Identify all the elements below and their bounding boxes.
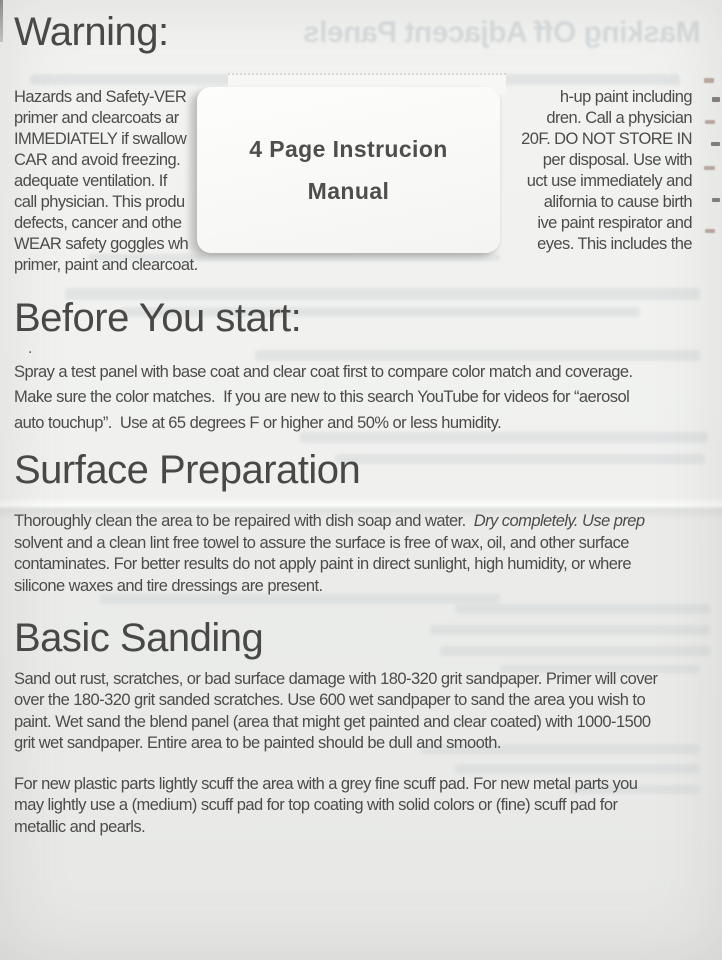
instruction-manual-sticker (197, 87, 500, 253)
warning-heading: Warning: (14, 10, 169, 54)
edge-ink-mark (711, 142, 720, 146)
before-you-start-heading: Before You start: (14, 296, 302, 340)
paragraph-line: grit wet sandpaper. Entire area to be painted should be dull and smooth. (14, 734, 501, 753)
paragraph-line: auto touchup”. Use at 65 degrees F or higher and 50% or less humidity. (14, 413, 502, 432)
bleedthrough-reverse-heading: Masking Off Adjacent Panels (303, 16, 701, 49)
basic-sanding-heading: Basic Sanding (14, 616, 264, 660)
warning-line-right: per disposal. Use with (542, 151, 692, 169)
paragraph-line: Sand out rust, scratches, or bad surface damage with 180-320 grit sandpaper. Primer will cover (14, 670, 658, 688)
warning-line-right: uct use immediately and (526, 172, 692, 190)
warning-line-left: defects, cancer and othe (14, 214, 182, 232)
paragraph-line (14, 576, 645, 598)
edge-ink-mark (705, 120, 715, 124)
bleedthrough-artifact (335, 454, 705, 464)
line-italic-text: Dry completely. Use prep (473, 512, 645, 530)
edge-ink-mark (712, 198, 720, 202)
surface-preparation-heading: Surface Preparation (14, 448, 361, 492)
line-normal-text: contaminates. For better results do not apply paint in direct sunlight, high humidity, or where (14, 555, 631, 574)
edge-ink-mark (704, 166, 715, 170)
line-normal-text: solvent and a clean lint free towel to assure the surface is free of wax, oil, and other surface (14, 533, 629, 552)
paragraph-line: metallic and pearls. (14, 817, 146, 836)
basic-sanding-paragraph-2 (14, 774, 637, 838)
warning-line-left: adequate ventilation. If (14, 172, 167, 190)
warning-line-right: dren. Call a physician (546, 109, 692, 127)
bleedthrough-artifact (430, 625, 710, 635)
warning-line-left: IMMEDIATELY if swallow (14, 130, 187, 148)
sticker-text-line2: Manual (307, 177, 390, 204)
paragraph-line (14, 554, 645, 576)
paragraph-line (14, 511, 645, 533)
surface-preparation-paragraph (14, 511, 645, 597)
warning-line-left: Hazards and Safety-VER (14, 88, 187, 106)
before-you-start-paragraph (14, 360, 633, 436)
paragraph-line: Spray a test panel with base coat and clear coat first to compare color match and coverage. (14, 363, 633, 381)
basic-sanding-paragraph-1 (14, 669, 658, 755)
paragraph-line (14, 533, 645, 555)
paragraph-line: over the 180-320 grit sanded scratches. Use 600 wet sandpaper to sand the area you wish to (14, 691, 646, 710)
warning-line-right: h-up paint including (559, 88, 692, 106)
warning-line-right: ive paint respirator and (537, 214, 692, 232)
bleedthrough-artifact (455, 604, 710, 614)
edge-ink-mark (712, 97, 720, 102)
edge-ink-mark (705, 229, 715, 233)
warning-line-left: call physician. This produ (14, 193, 185, 211)
warning-line-left: WEAR safety goggles wh (14, 235, 189, 253)
paragraph-line: paint. Wet sand the blend panel (area that might get painted and clear coated) with 1000-1500 (14, 712, 651, 731)
bleedthrough-artifact (455, 764, 700, 774)
warning-line (14, 256, 692, 277)
warning-line-left: primer and clearcoats ar (14, 109, 179, 127)
bleedthrough-artifact (440, 646, 710, 656)
warning-line-right: 20F. DO NOT STORE IN (521, 130, 692, 148)
sticker-text-line1: 4 Page Instrucion (249, 135, 448, 162)
line-normal-text: silicone waxes and tire dressings are present. (14, 576, 323, 595)
stray-dot-mark: . (28, 340, 33, 357)
line-normal-text: Thoroughly clean the area to be repaired with dish soap and water. (14, 512, 474, 530)
paragraph-line: Make sure the color matches. If you are new to this search YouTube for videos for “aerosol (14, 388, 630, 407)
warning-line-left: CAR and avoid freezing. (14, 151, 181, 169)
paragraph-line: For new plastic parts lightly scuff the area with a grey fine scuff pad. For new metal parts you (14, 775, 638, 793)
paragraph-line: may lightly use a (medium) scuff pad for top coating with solid colors or (fine) scuff pad for (14, 796, 618, 815)
warning-line-right: eyes. This includes the (537, 235, 692, 253)
edge-ink-mark (704, 78, 714, 83)
warning-line-left: primer, paint and clearcoat. (14, 256, 198, 274)
page-edge-artifact (0, 0, 3, 42)
warning-line-right: alifornia to cause birth (543, 193, 692, 211)
